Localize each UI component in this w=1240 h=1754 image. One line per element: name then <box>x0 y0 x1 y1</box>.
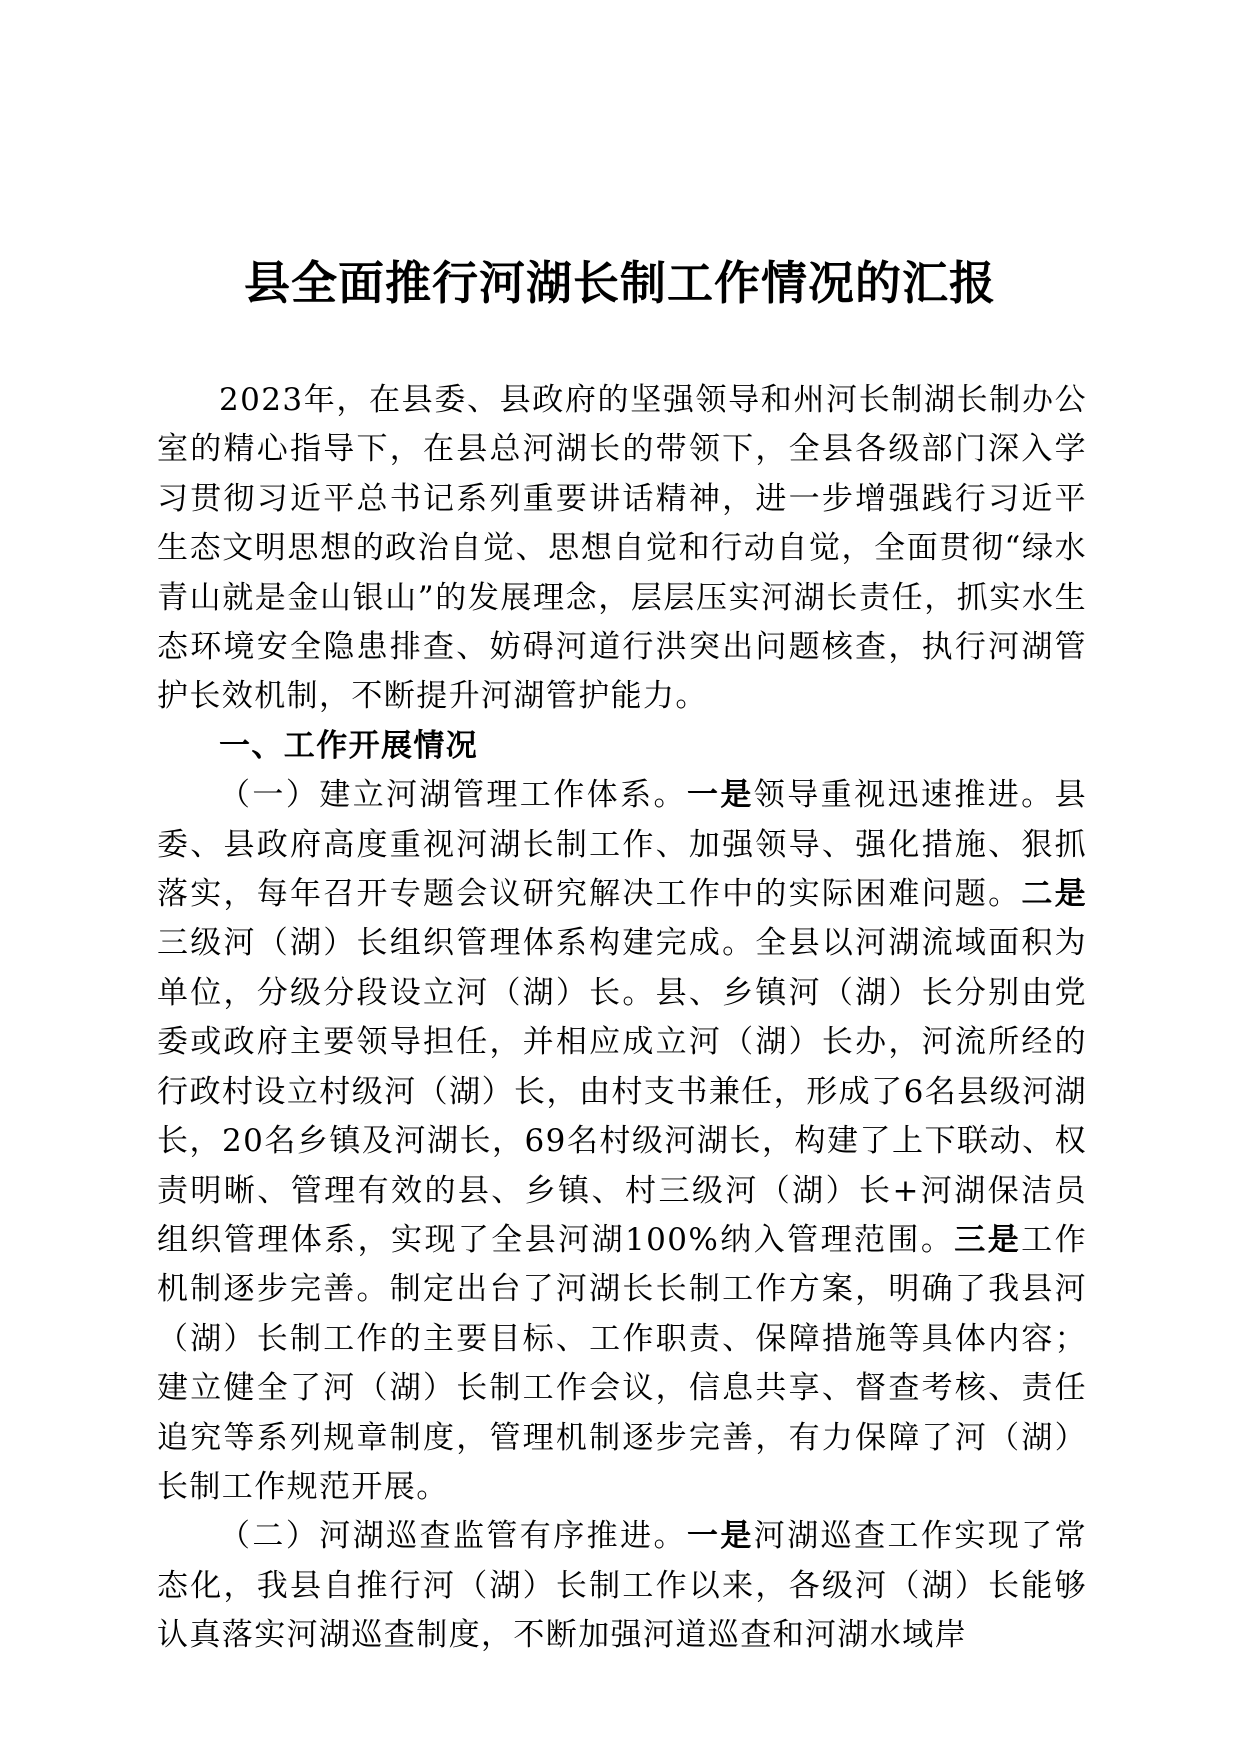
subsection-2-point-1-label: 一是 <box>686 1518 754 1555</box>
point-2-text: 三级河（湖）长组织管理体系构建完成。全县以河湖流域面积为单位，分级分段设立河（湖）长。县、乡镇河（湖）长分别由党委或政府主要领导担任，并相应成立河（湖）长办，河流所经的行政村设立村级河（湖）长，由村支书兼任，形成了6名县级河湖长，20名乡镇及河湖长，69名村级河湖长，构建了上下联动、权责明晰、管理有效的县、乡镇、村三级河（湖）长+河湖保洁员组织管理体系，实现了全县河湖100%纳入管理范围。 <box>157 925 1087 1258</box>
section-heading: 一、工作开展情况 <box>219 727 479 764</box>
subsection-2-point-1-text: 河湖巡查工作实现了常态化，我县自推行河（湖）长制工作以来，各级河（湖）长能够认真落实河湖巡查制度，不断加强河道巡查和河湖水域岸 <box>157 1518 1088 1654</box>
subsection-1-paragraph <box>157 771 1087 1512</box>
subsection-2-paragraph <box>157 1512 1087 1660</box>
document-body <box>157 376 1087 1661</box>
document-title: 县全面推行河湖长制工作情况的汇报 <box>244 256 996 310</box>
point-2-label: 二是 <box>1021 876 1087 913</box>
point-1-label: 一是 <box>686 777 754 814</box>
point-3-text: 工作机制逐步完善。制定出台了河湖长长制工作方案，明确了我县河（湖）长制工作的主要目标、工作职责、保障措施等具体内容；建立健全了河（湖）长制工作会议，信息共享、督查考核、责任追究等系列规章制度，管理机制逐步完善，有力保障了河（湖）长制工作规范开展。 <box>157 1221 1088 1505</box>
point-1-text: 领导重视迅速推进。县委、县政府高度重视河湖长制工作、加强领导、强化措施、狠抓落实，每年召开专题会议研究解决工作中的实际困难问题。 <box>157 777 1088 913</box>
subsection-2-title: （二）河湖巡查监管有序推进。 <box>219 1518 687 1555</box>
intro-paragraph: 2023年，在县委、县政府的坚强领导和州河长制湖长制办公室的精心指导下，在县总河湖长的带领下，全县各级部门深入学习贯彻习近平总书记系列重要讲话精神，进一步增强践行习近平生态文明思想的政治自觉、思想自觉和行动自觉，全面贯彻“绿水青山就是金山银山”的发展理念，层层压实河湖长责任，抓实水生态环境安全隐患排查、妨碍河道行洪突出问题核查，执行河湖管护长效机制，不断提升河湖管护能力。 <box>157 382 1087 715</box>
subsection-1-title: （一）建立河湖管理工作体系。 <box>219 777 687 814</box>
point-3-label: 三是 <box>954 1221 1022 1258</box>
